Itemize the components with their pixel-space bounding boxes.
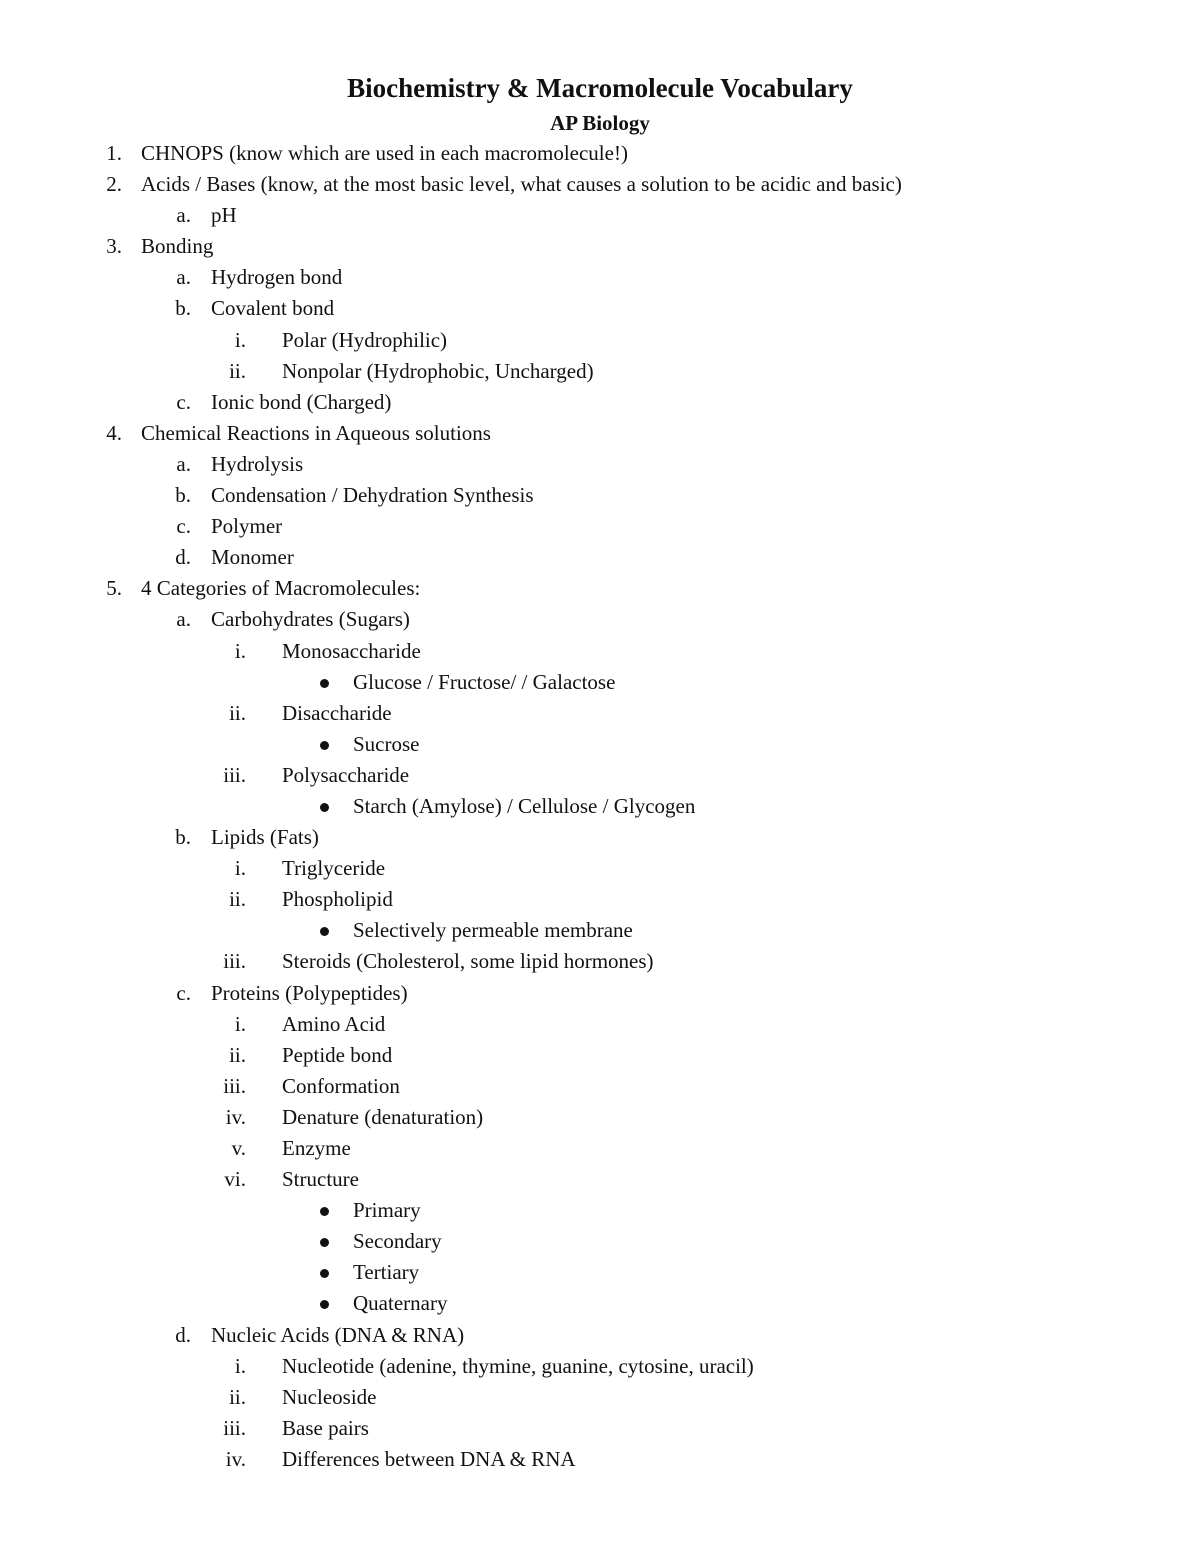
outline-text: Denature (denaturation) [282,1104,484,1129]
outline-item-level-4 [0,1226,1200,1257]
outline-text: Base pairs [282,1415,369,1440]
outline-item-level-4 [0,1195,1200,1226]
outline-item-level-4 [0,667,1200,698]
bullet-icon [320,927,329,936]
outline-item-level-1 [0,138,1200,169]
outline-text: pH [211,203,237,228]
outline-text: Nonpolar (Hydrophobic, Uncharged) [282,358,594,383]
outline-marker: c. [176,389,191,414]
outline-item-level-3 [0,1413,1200,1444]
outline-marker: i. [234,327,246,352]
outline-text: Covalent bond [211,296,335,321]
outline-text: Proteins (Polypeptides) [211,980,408,1005]
outline-text: Quaternary [353,1291,448,1316]
outline-marker: iii. [223,1073,246,1098]
outline-marker: iii. [223,1415,246,1440]
outline-item-level-3 [0,1164,1200,1195]
outline-marker: ii. [229,700,246,725]
outline-text: Secondary [353,1229,442,1254]
outline-text: Carbohydrates (Sugars) [211,607,410,632]
bullet-icon [320,1207,329,1216]
outline-text: Bonding [141,234,214,259]
outline-marker: b. [175,296,191,321]
outline-text: Ionic bond (Charged) [211,389,392,414]
outline-marker: 4. [106,420,122,445]
outline-text: Tertiary [353,1260,420,1285]
outline-marker: a. [176,203,191,228]
outline-item-level-4 [0,1288,1200,1319]
outline-item-level-2 [0,978,1200,1009]
outline-marker: a. [176,607,191,632]
outline-marker: c. [176,980,191,1005]
outline-item-level-2 [0,1320,1200,1351]
outline-text: Nucleoside [282,1384,377,1409]
outline-text: Phospholipid [282,887,393,912]
outline-item-level-2 [0,542,1200,573]
outline-item-level-1 [0,231,1200,262]
outline-item-level-3 [0,1102,1200,1133]
outline-marker: d. [175,1322,191,1347]
outline-text: Monosaccharide [282,638,421,663]
outline-text: Condensation / Dehydration Synthesis [211,483,534,508]
outline-marker: iv. [225,1446,246,1471]
document-title: Biochemistry & Macromolecule Vocabulary [347,73,853,103]
outline-text: Amino Acid [282,1011,386,1036]
outline-text: Nucleotide (adenine, thymine, guanine, cytosine, uracil) [282,1353,754,1378]
outline-item-level-2 [0,449,1200,480]
outline-item-level-3 [0,1040,1200,1071]
outline-item-level-3 [0,1133,1200,1164]
bullet-icon [320,741,329,750]
outline-marker: i. [234,1353,246,1378]
outline-marker: 5. [106,576,122,601]
document-subtitle: AP Biology [550,111,650,135]
outline-text: Monomer [211,545,294,570]
outline-text: Steroids (Cholesterol, some lipid hormones) [282,949,654,974]
outline-item-level-3 [0,1009,1200,1040]
outline-item-level-2 [0,200,1200,231]
outline-text: Acids / Bases (know, at the most basic level, what causes a solution to be acidic and basic) [141,172,902,197]
outline-text: Lipids (Fats) [211,825,319,850]
outline-item-level-2 [0,480,1200,511]
outline-item-level-3 [0,325,1200,356]
outline-text: 4 Categories of Macromolecules: [141,576,421,601]
vocabulary-outline [0,138,1200,1475]
outline-item-level-4 [0,915,1200,946]
outline-marker: ii. [229,1384,246,1409]
outline-marker: c. [176,514,191,539]
outline-item-level-3 [0,1071,1200,1102]
outline-marker: vi. [224,1167,246,1192]
outline-marker: 2. [106,172,122,197]
outline-marker: ii. [229,1042,246,1067]
outline-item-level-3 [0,884,1200,915]
bullet-icon [320,1238,329,1247]
outline-item-level-4 [0,729,1200,760]
outline-marker: a. [176,451,191,476]
outline-item-level-3 [0,1351,1200,1382]
outline-marker: b. [175,483,191,508]
outline-marker: v. [231,1136,246,1160]
outline-item-level-1 [0,573,1200,604]
outline-text: Triglyceride [282,856,386,881]
outline-text: Conformation [282,1073,400,1098]
bullet-icon [320,1269,329,1278]
outline-marker: 3. [106,234,122,259]
outline-item-level-4 [0,1257,1200,1288]
outline-text: Peptide bond [282,1042,393,1067]
outline-marker: iv. [225,1104,246,1129]
outline-marker: iii. [223,762,246,787]
outline-marker: ii. [229,887,246,912]
outline-text: Chemical Reactions in Aqueous solutions [141,420,491,445]
bullet-icon [320,803,329,812]
outline-text: Hydrogen bond [211,265,343,290]
outline-marker: iii. [223,949,246,974]
outline-text: Enzyme [282,1136,351,1160]
outline-text: Primary [353,1198,421,1223]
outline-text: Structure [282,1167,359,1192]
outline-item-level-2 [0,262,1200,293]
outline-marker: ii. [229,358,246,383]
outline-marker: 1. [106,141,122,165]
outline-item-level-1 [0,169,1200,200]
outline-marker: b. [175,825,191,850]
outline-text: Polysaccharide [282,762,410,787]
outline-item-level-2 [0,604,1200,635]
outline-item-level-2 [0,511,1200,542]
outline-text: Hydrolysis [211,451,304,476]
outline-text: Starch (Amylose) / Cellulose / Glycogen [353,793,696,818]
outline-marker: d. [175,545,191,570]
outline-text: Disaccharide [282,700,392,725]
bullet-icon [320,679,329,688]
outline-item-level-1 [0,418,1200,449]
outline-item-level-3 [0,356,1200,387]
outline-text: Glucose / Fructose/ / Galactose [353,669,616,694]
outline-item-level-3 [0,636,1200,667]
outline-text: Polar (Hydrophilic) [282,327,448,352]
outline-text: Nucleic Acids (DNA & RNA) [211,1322,465,1347]
outline-item-level-2 [0,387,1200,418]
outline-item-level-3 [0,1382,1200,1413]
outline-item-level-3 [0,853,1200,884]
outline-marker: i. [234,638,246,663]
outline-item-level-2 [0,293,1200,324]
outline-item-level-4 [0,791,1200,822]
outline-marker: a. [176,265,191,290]
outline-item-level-3 [0,760,1200,791]
bullet-icon [320,1300,329,1309]
outline-marker: i. [234,1011,246,1036]
outline-item-level-3 [0,1444,1200,1475]
outline-item-level-2 [0,822,1200,853]
outline-text: Sucrose [353,731,420,756]
outline-text: Selectively permeable membrane [353,918,633,943]
outline-item-level-3 [0,946,1200,977]
outline-item-level-3 [0,698,1200,729]
outline-marker: i. [234,856,246,881]
outline-text: Polymer [211,514,283,539]
outline-text: CHNOPS (know which are used in each macromolecule!) [141,141,628,165]
outline-text: Differences between DNA & RNA [282,1446,576,1471]
